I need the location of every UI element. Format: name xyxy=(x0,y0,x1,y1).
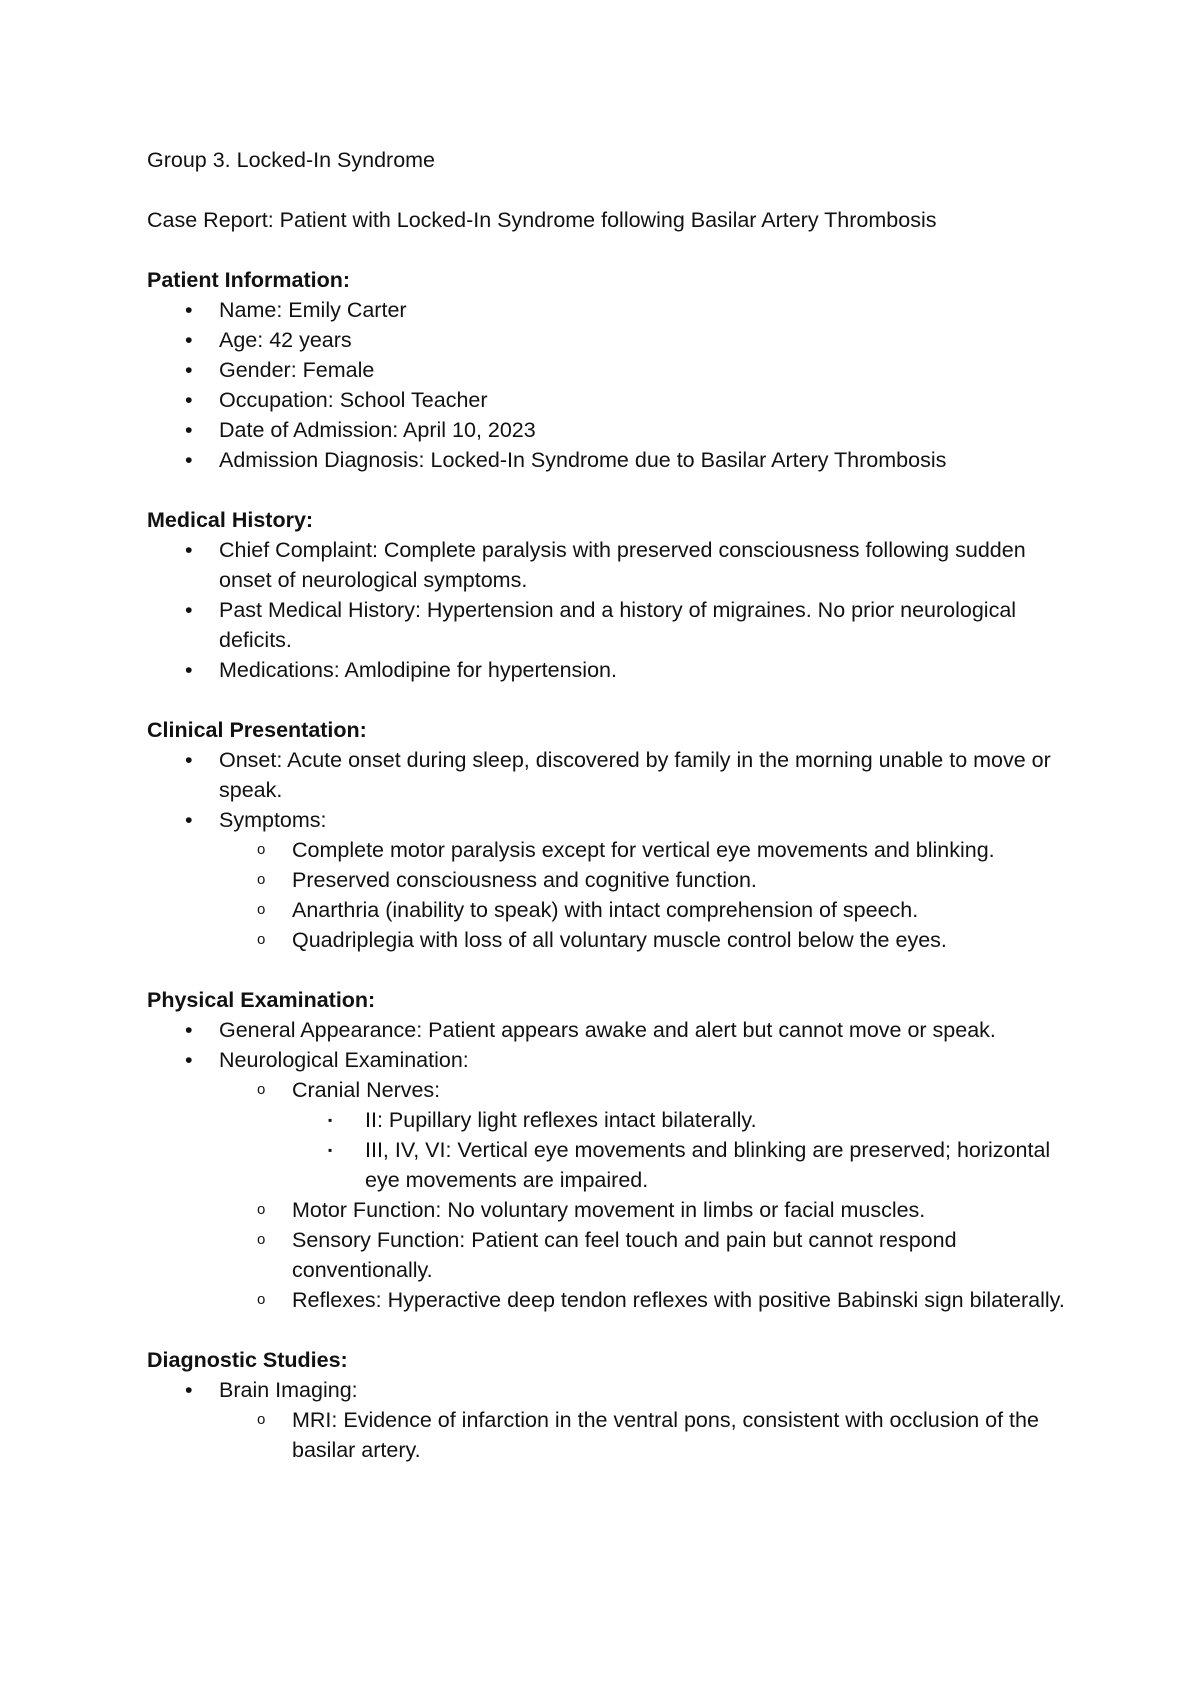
list-item-text: Sensory Function: Patient can feel touch and pain but cannot respond conventionally. xyxy=(292,1228,957,1282)
list-item xyxy=(147,805,1077,835)
section-heading: Physical Examination: xyxy=(147,988,376,1012)
list-item-text: Symptoms: xyxy=(219,808,327,832)
list-item xyxy=(147,595,1077,655)
list-item xyxy=(147,415,1077,445)
medical-history-list xyxy=(147,535,1077,685)
case-report-title: Case Report: Patient with Locked-In Syndrome following Basilar Artery Thrombosis xyxy=(147,208,937,232)
bullet-icon: • xyxy=(185,328,193,352)
list-item xyxy=(147,1045,1077,1075)
list-item-text: Occupation: School Teacher xyxy=(219,388,488,412)
list-item xyxy=(147,1135,1077,1195)
bullet-icon: • xyxy=(185,358,193,382)
list-item xyxy=(147,445,1077,475)
list-item xyxy=(147,895,1077,925)
bullet-icon: o xyxy=(257,1291,266,1308)
list-item-text: Motor Function: No voluntary movement in limbs or facial muscles. xyxy=(292,1198,926,1222)
group-title: Group 3. Locked-In Syndrome xyxy=(147,148,436,172)
patient-information-list xyxy=(147,295,1077,475)
list-item xyxy=(147,355,1077,385)
physical-examination-list xyxy=(147,1015,1077,1075)
document-page xyxy=(147,145,1077,1465)
section-heading: Patient Information: xyxy=(147,268,351,292)
list-item xyxy=(147,1375,1077,1405)
list-item-text: Past Medical History: Hypertension and a history of migraines. No prior neurological deficits. xyxy=(219,598,1017,652)
list-item-text: Quadriplegia with loss of all voluntary muscle control below the eyes. xyxy=(292,928,947,952)
list-item xyxy=(147,745,1077,805)
list-item xyxy=(147,1405,1077,1465)
bullet-icon: o xyxy=(257,1081,266,1098)
list-item xyxy=(147,385,1077,415)
list-item-text: Neurological Examination: xyxy=(219,1048,469,1072)
list-item-text: Reflexes: Hyperactive deep tendon reflexes with positive Babinski sign bilaterally. xyxy=(292,1288,1065,1312)
list-item xyxy=(147,535,1077,595)
patient-information-section xyxy=(147,265,1077,475)
list-item-text: Name: Emily Carter xyxy=(219,298,407,322)
list-item-text: Onset: Acute onset during sleep, discovered by family in the morning unable to move or speak. xyxy=(219,748,1051,802)
list-item-text: Anarthria (inability to speak) with intact comprehension of speech. xyxy=(292,898,919,922)
symptoms-list xyxy=(147,835,1077,955)
list-item xyxy=(147,1075,1077,1105)
list-item xyxy=(147,1285,1077,1315)
list-item-text: Preserved consciousness and cognitive function. xyxy=(292,868,757,892)
list-item-text: Cranial Nerves: xyxy=(292,1078,441,1102)
list-item-text: Date of Admission: April 10, 2023 xyxy=(219,418,536,442)
bullet-icon: • xyxy=(185,1378,193,1402)
bullet-icon: • xyxy=(185,1048,193,1072)
list-item xyxy=(147,925,1077,955)
section-heading: Diagnostic Studies: xyxy=(147,1348,348,1372)
cranial-nerves-list xyxy=(147,1105,1077,1195)
bullet-icon: o xyxy=(257,1201,266,1218)
bullet-icon: • xyxy=(185,538,193,562)
bullet-icon: o xyxy=(257,901,266,918)
list-item-text: II: Pupillary light reflexes intact bilaterally. xyxy=(365,1108,757,1132)
list-item xyxy=(147,655,1077,685)
list-item xyxy=(147,1225,1077,1285)
neurological-exam-list xyxy=(147,1075,1077,1105)
bullet-icon: • xyxy=(185,388,193,412)
list-item-text: Chief Complaint: Complete paralysis with preserved consciousness following sudden onset of neurological symptoms. xyxy=(219,538,1026,592)
list-item xyxy=(147,325,1077,355)
list-item-text: MRI: Evidence of infarction in the ventral pons, consistent with occlusion of the basilar artery. xyxy=(292,1408,1039,1462)
list-item-text: Medications: Amlodipine for hypertension. xyxy=(219,658,617,682)
neurological-exam-list-continued xyxy=(147,1195,1077,1315)
bullet-icon: • xyxy=(185,1018,193,1042)
list-item-text: III, IV, VI: Vertical eye movements and blinking are preserved; horizontal eye movements are impaired. xyxy=(365,1138,1051,1192)
bullet-icon: • xyxy=(185,418,193,442)
bullet-icon: o xyxy=(257,871,266,888)
list-item xyxy=(147,1015,1077,1045)
list-item xyxy=(147,865,1077,895)
bullet-icon: • xyxy=(185,748,193,772)
diagnostic-studies-list xyxy=(147,1375,1077,1405)
bullet-icon: ▪ xyxy=(328,1113,333,1127)
bullet-icon: o xyxy=(257,1411,266,1428)
list-item-text: Gender: Female xyxy=(219,358,375,382)
section-heading: Clinical Presentation: xyxy=(147,718,367,742)
list-item xyxy=(147,1195,1077,1225)
list-item xyxy=(147,1105,1077,1135)
bullet-icon: • xyxy=(185,808,193,832)
bullet-icon: ▪ xyxy=(328,1143,333,1157)
list-item-text: Complete motor paralysis except for vertical eye movements and blinking. xyxy=(292,838,995,862)
bullet-icon: • xyxy=(185,598,193,622)
physical-examination-section xyxy=(147,985,1077,1315)
bullet-icon: o xyxy=(257,841,266,858)
list-item xyxy=(147,835,1077,865)
list-item-text: Brain Imaging: xyxy=(219,1378,358,1402)
brain-imaging-list xyxy=(147,1405,1077,1465)
clinical-presentation-list xyxy=(147,745,1077,835)
bullet-icon: • xyxy=(185,658,193,682)
list-item-text: Admission Diagnosis: Locked-In Syndrome due to Basilar Artery Thrombosis xyxy=(219,448,947,472)
list-item-text: General Appearance: Patient appears awake and alert but cannot move or speak. xyxy=(219,1018,996,1042)
clinical-presentation-section xyxy=(147,715,1077,955)
medical-history-section xyxy=(147,505,1077,685)
bullet-icon: • xyxy=(185,298,193,322)
list-item-text: Age: 42 years xyxy=(219,328,352,352)
list-item xyxy=(147,295,1077,325)
bullet-icon: o xyxy=(257,1231,266,1248)
diagnostic-studies-section xyxy=(147,1345,1077,1465)
bullet-icon: o xyxy=(257,931,266,948)
section-heading: Medical History: xyxy=(147,508,314,532)
bullet-icon: • xyxy=(185,448,193,472)
